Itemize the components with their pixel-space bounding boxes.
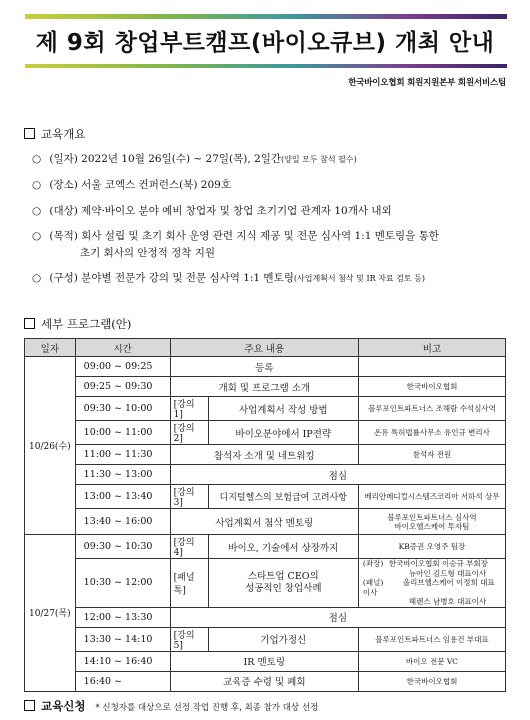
checkbox-square-icon	[24, 318, 35, 329]
circle-bullet-icon: ○	[32, 205, 42, 217]
table-row: 12:00 ~ 13:30 점심	[25, 607, 506, 627]
program-table	[24, 338, 506, 692]
table-row: 13:30 ~ 14:10 [강의5] 기업가정신 블루포인트파트너스 임용건 부대표	[25, 627, 506, 651]
panel-note: (좌장) 한국바이오협회 이승규 부회장 뉴아인 김드형 대표이사 (패널) 올리브헬스케어 이정희 대표이사 헤렌스 남병호 대표이사	[358, 559, 505, 608]
table-row: 11:30 ~ 13:00 점심	[25, 465, 506, 485]
circle-bullet-icon: ○	[32, 153, 42, 165]
day-cell: 10/26(수)	[25, 357, 76, 535]
table-row: 10:00 ~ 11:00 [강의2] 바이오분야에서 IP전략 온유 특허법률사무소 유인규 변리사	[25, 421, 506, 445]
table-row: 13:00 ~ 13:40 [강의3] 디지털헬스의 보험급여 고려사항 베리안메디컬시스템즈코리아 서하석 상무	[25, 485, 506, 509]
overview-item-purpose: ○ (목적) 회사 설립 및 초기 회사 운영 관련 지식 제공 및 전문 심사역 1:1 멘토링을 통한 초기 회사의 안정적 정착 지원	[32, 230, 439, 259]
bottom-gradient-bar	[25, 64, 507, 68]
table-header-row	[25, 339, 506, 357]
apply-note: * 신청자를 대상으로 선정 작업 진행 후, 최종 참가 대상 선정	[95, 703, 319, 713]
table-row: 16:40 ~ 교육증 수령 및 폐회 한국바이오협회	[25, 671, 506, 691]
page-title: 제 9회 창업부트캠프(바이오큐브) 개최 안내	[35, 30, 495, 56]
circle-bullet-icon: ○	[32, 272, 42, 284]
overview-item-composition: ○ (구성) 분야별 전문가 강의 및 전문 심사역 1:1 멘토링(사업계획서 첨삭 및 IR 자료 검토 등)	[32, 270, 502, 287]
overview-item-place: ○ (장소) 서울 코엑스 컨퍼런스(북) 209호	[32, 177, 502, 194]
header-date: 일자	[25, 339, 76, 357]
header-time: 시간	[75, 339, 170, 357]
overview-item-date: ○ (일자) 2022년 10월 26일(수) ~ 27일(목), 2일간(양일 모두 참석 필수)	[32, 151, 502, 168]
table-row: 14:10 ~ 16:40 IR 멘토링 바이오 전문 VC	[25, 651, 506, 671]
header-content: 주요 내용	[170, 339, 358, 357]
table-row: 10:30 ~ 12:00 [패널톡] 스타트업 CEO의 성공적인 창업사례 (좌장) 한국바이오협회 이승규 부회장 뉴아인 김드형 대표이사 (패널) 올리브헬스케어 이정희 대표이사 헤렌스 남병호 대표이사	[25, 559, 506, 608]
checkbox-square-icon	[24, 128, 35, 139]
header-note: 비고	[358, 339, 505, 357]
checkbox-square-icon	[24, 700, 35, 711]
table-row: 11:00 ~ 11:30 참석자 소개 및 네트워킹 참석자 전원	[25, 445, 506, 465]
overview-item-target: ○ (대상) 제약·바이오 분야 예비 창업자 및 창업 초기기업 관계자 10개사 내외	[32, 203, 502, 220]
section-program-heading: 세부 프로그램(안)	[24, 316, 131, 332]
section-overview-heading: 교육개요	[24, 126, 85, 142]
circle-bullet-icon: ○	[32, 179, 42, 191]
organization-name: 한국바이오협회 회원지원본부 회원서비스팀	[348, 78, 506, 88]
table-row: 10/26(수) 09:00 ~ 09:25 등록	[25, 357, 506, 377]
table-row: 09:25 ~ 09:30 개회 및 프로그램 소개 한국바이오협회	[25, 377, 506, 397]
day-cell: 10/27(목)	[25, 535, 76, 692]
table-row: 09:30 ~ 10:00 [강의1] 사업계획서 작성 방법 블루포인트파트너스 조해람 수석심사역	[25, 397, 506, 421]
section-apply-heading: 교육신청 * 신청자를 대상으로 선정 작업 진행 후, 최종 참가 대상 선정	[24, 698, 318, 714]
table-row: 10/27(목) 09:30 ~ 10:30 [강의4] 바이오, 기술에서 상장까지 KB증권 오영주 팀장	[25, 535, 506, 559]
table-row: 13:40 ~ 16:00 사업계획서 첨삭 멘토링 블루포인트파트너스 심사역 바이오헬스케어 투자팀	[25, 509, 506, 535]
top-gradient-bar	[25, 14, 507, 19]
circle-bullet-icon: ○	[32, 230, 42, 242]
